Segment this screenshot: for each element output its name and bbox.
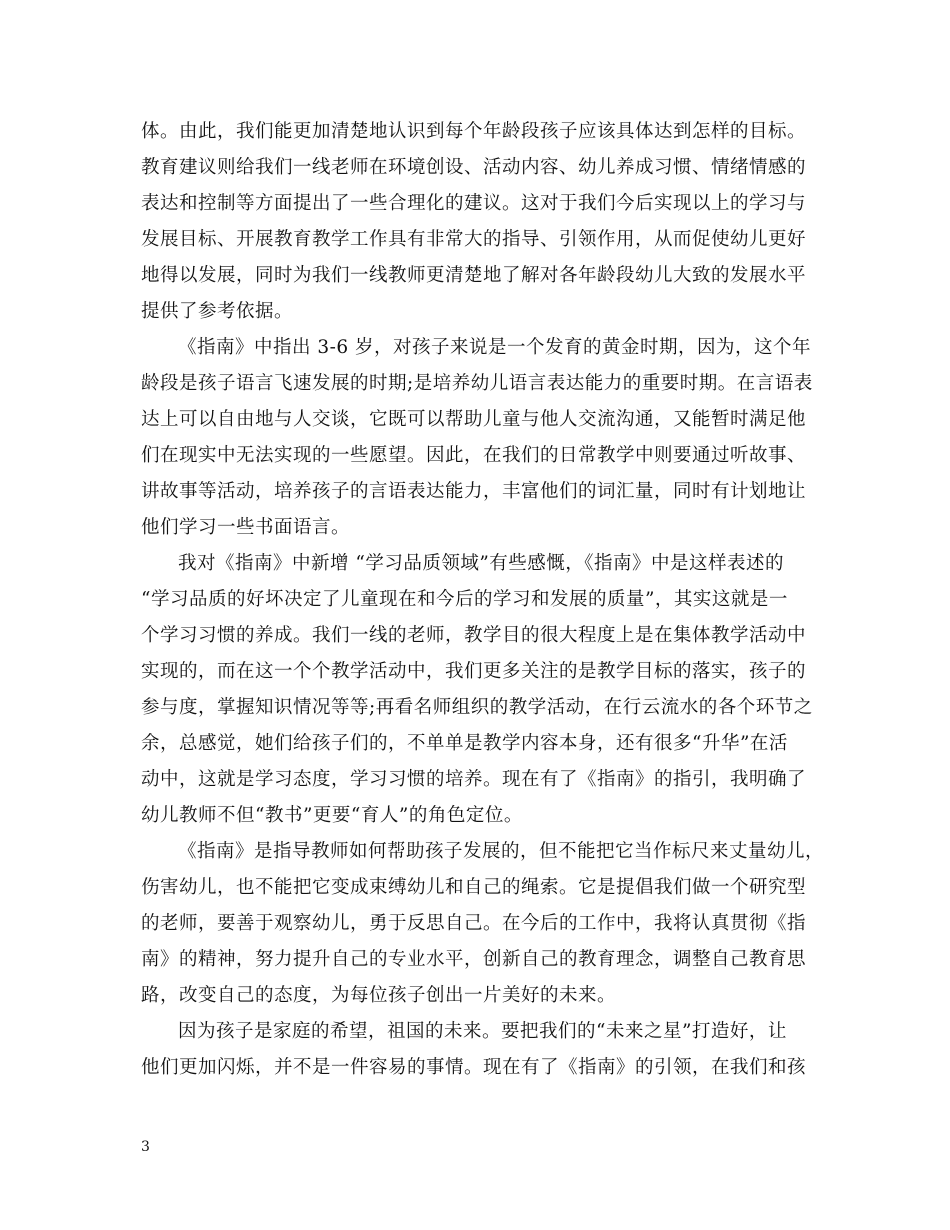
text-line: 讲故事等活动，培养孩子的言语表达能力，丰富他们的词汇量，同时有计划地让 — [141, 481, 807, 502]
text-line: 表达和控制等方面提出了一些合理化的建议。这对于我们今后实现以上的学习与 — [141, 193, 807, 214]
text-line: 个学习习惯的养成。我们一线的老师，教学目的很大程度上是在集体教学活动中 — [141, 625, 807, 646]
text-line: “学习品质的好坏决定了儿童现在和今后的学习和发展的质量”，其实这就是一 — [141, 589, 788, 610]
text-line: 地得以发展，同时为我们一线教师更清楚地了解对各年龄段幼儿大致的发展水平 — [141, 265, 807, 286]
text-line: 南》的精神，努力提升自己的专业水平，创新自己的教育理念，调整自己教育思 — [141, 949, 807, 970]
paragraph-first-line: 《指南》中指出 3-6 岁，对孩子来说是一个发育的黄金时期，因为，这个年 — [178, 337, 812, 358]
text-line: 们在现实中无法实现的一些愿望。因此，在我们的日常教学中则要通过听故事、 — [141, 445, 807, 466]
text-line: 伤害幼儿，也不能把它变成束缚幼儿和自己的绳索。它是提倡我们做一个研究型 — [141, 877, 807, 898]
text-line: 达上可以自由地与人交谈，它既可以帮助儿童与他人交流沟通，又能暂时满足他 — [141, 409, 807, 430]
text-line: 体。由此，我们能更加清楚地认识到每个年龄段孩子应该具体达到怎样的目标。 — [141, 121, 807, 142]
text-line: 幼儿教师不但“教书”更要“育人”的角色定位。 — [141, 805, 523, 826]
text-line: 参与度，掌握知识情况等等;再看名师组织的教学活动，在行云流水的各个环节之 — [141, 697, 813, 718]
text-line: 提供了参考依据。 — [141, 301, 294, 322]
paragraph-first-line: 《指南》是指导教师如何帮助孩子发展的，但不能把它当作标尺来丈量幼儿， — [178, 841, 825, 862]
text-line: 教育建议则给我们一线老师在环境创设、活动内容、幼儿养成习惯、情绪情感的 — [141, 157, 807, 178]
page-number: 3 — [141, 1139, 150, 1155]
text-line: 他们学习一些书面语言。 — [141, 517, 351, 538]
text-line: 发展目标、开展教育教学工作具有非常大的指导、引领作用，从而促使幼儿更好 — [141, 229, 807, 250]
paragraph-first-line: 因为孩子是家庭的希望，祖国的未来。要把我们的“未来之星”打造好，让 — [178, 1021, 787, 1042]
text-line: 的老师，要善于观察幼儿，勇于反思自己。在今后的工作中，我将认真贯彻《指 — [141, 913, 807, 934]
text-line: 他们更加闪烁，并不是一件容易的事情。现在有了《指南》的引领，在我们和孩 — [141, 1057, 807, 1078]
text-line: 路，改变自己的态度，为每位孩子创出一片美好的未来。 — [141, 985, 617, 1006]
paragraph-first-line: 我对《指南》中新增 “学习品质领域”有些感慨，《指南》中是这样表述的 — [178, 553, 785, 574]
text-line: 实现的，而在这一个个教学活动中，我们更多关注的是教学目标的落实，孩子的 — [141, 661, 807, 682]
text-line: 龄段是孩子语言飞速发展的时期;是培养幼儿语言表达能力的重要时期。在言语表 — [141, 373, 813, 394]
text-line: 动中，这就是学习态度，学习习惯的培养。现在有了《指南》的指引，我明确了 — [141, 769, 807, 790]
text-line: 余，总感觉，她们给孩子们的，不单单是教学内容本身，还有很多“升华”在活 — [141, 733, 788, 754]
